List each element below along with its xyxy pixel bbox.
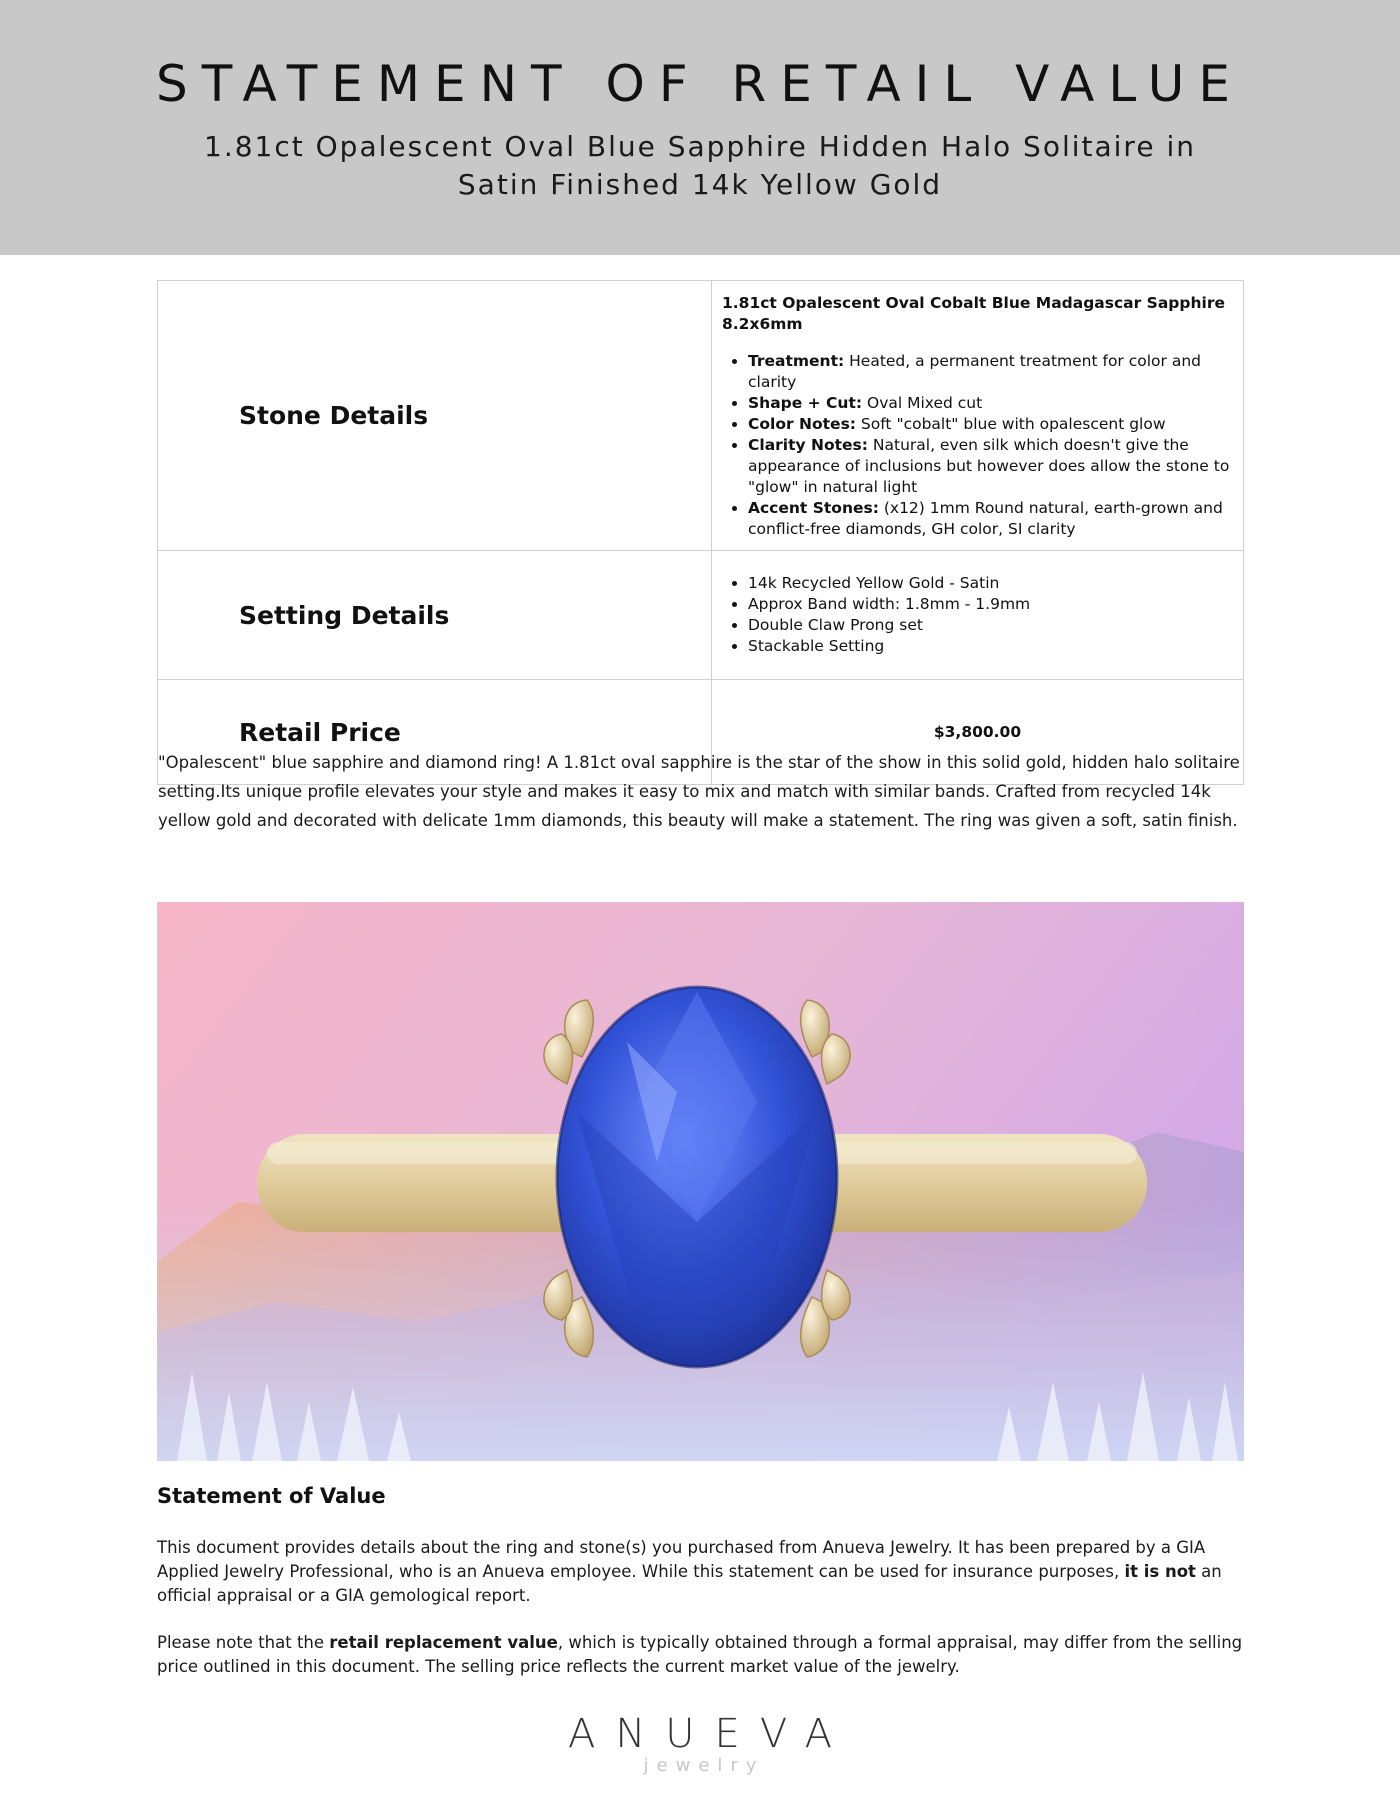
list-item: • Treatment: Heated, a permanent treatment for color and clarity: [748, 351, 1233, 393]
list-item: • Color Notes: Soft "cobalt" blue with opalescent glow: [748, 414, 1233, 435]
ring-photo: [157, 902, 1244, 1461]
stone-details-list: [722, 351, 1233, 540]
statement-of-value-title: Statement of Value: [157, 1484, 386, 1508]
retail-price-label: Retail Price: [158, 680, 712, 785]
list-item: • Double Claw Prong set: [748, 615, 1233, 636]
stone-details-cell: [712, 281, 1244, 551]
setting-details-cell: [712, 551, 1244, 680]
list-item: • Accent Stones: (x12) 1mm Round natural, earth-grown and conflict-free diamonds, GH color, SI clarity: [748, 498, 1233, 540]
statement-paragraph-1: This document provides details about the ring and stone(s) you purchased from Anueva Jewelry. It has been prepared by a GIA Applied Jewelry Professional, who is an Anueva employee. While this statement can be used for insurance purposes, it is not an official appraisal or a GIA gemological report.: [157, 1538, 1222, 1605]
specs-table: [157, 280, 1244, 785]
setting-details-list: [722, 573, 1233, 657]
logo-brand: ANUEVA: [567, 1711, 852, 1757]
anueva-logo: [500, 1712, 900, 1776]
stone-title: 1.81ct Opalescent Oval Cobalt Blue Madagascar Sapphire 8.2x6mm: [722, 294, 1226, 333]
document-subtitle: 1.81ct Opalescent Oval Blue Sapphire Hidden Halo Solitaire in Satin Finished 14k Yellow Gold: [204, 130, 1196, 201]
list-item: • Clarity Notes: Natural, even silk which doesn't give the appearance of inclusions but however does allow the stone to "glow" in natural light: [748, 435, 1233, 498]
list-item: • Shape + Cut: Oval Mixed cut: [748, 393, 1233, 414]
statement-paragraph-2: Please note that the retail replacement value, which is typically obtained through a formal appraisal, may differ from the selling price outlined in this document. The selling price reflects the current market value of the jewelry.: [157, 1633, 1243, 1676]
list-item: • Approx Band width: 1.8mm - 1.9mm: [748, 594, 1233, 615]
setting-details-label: Setting Details: [158, 551, 712, 680]
list-item: • Stackable Setting: [748, 636, 1233, 657]
stone-details-label: Stone Details: [158, 281, 712, 551]
product-description: "Opalescent" blue sapphire and diamond ring! A 1.81ct oval sapphire is the star of the show in this solid gold, hidden halo solitaire setting.Its unique profile elevates your style and makes it easy to mix and match with similar bands. Crafted from recycled 14k yellow gold and decorated with delicate 1mm diamonds, this beauty will make a statement. The ring was given a soft, satin finish.: [158, 753, 1240, 830]
list-item: • 14k Recycled Yellow Gold - Satin: [748, 573, 1233, 594]
table-row: [158, 281, 1244, 551]
logo-subtitle: jewelry: [643, 1755, 765, 1776]
table-row: [158, 551, 1244, 680]
header-band: [0, 0, 1400, 255]
document-title: STATEMENT OF RETAIL VALUE: [156, 55, 1244, 113]
retail-price-value: $3,800.00: [712, 680, 1244, 785]
